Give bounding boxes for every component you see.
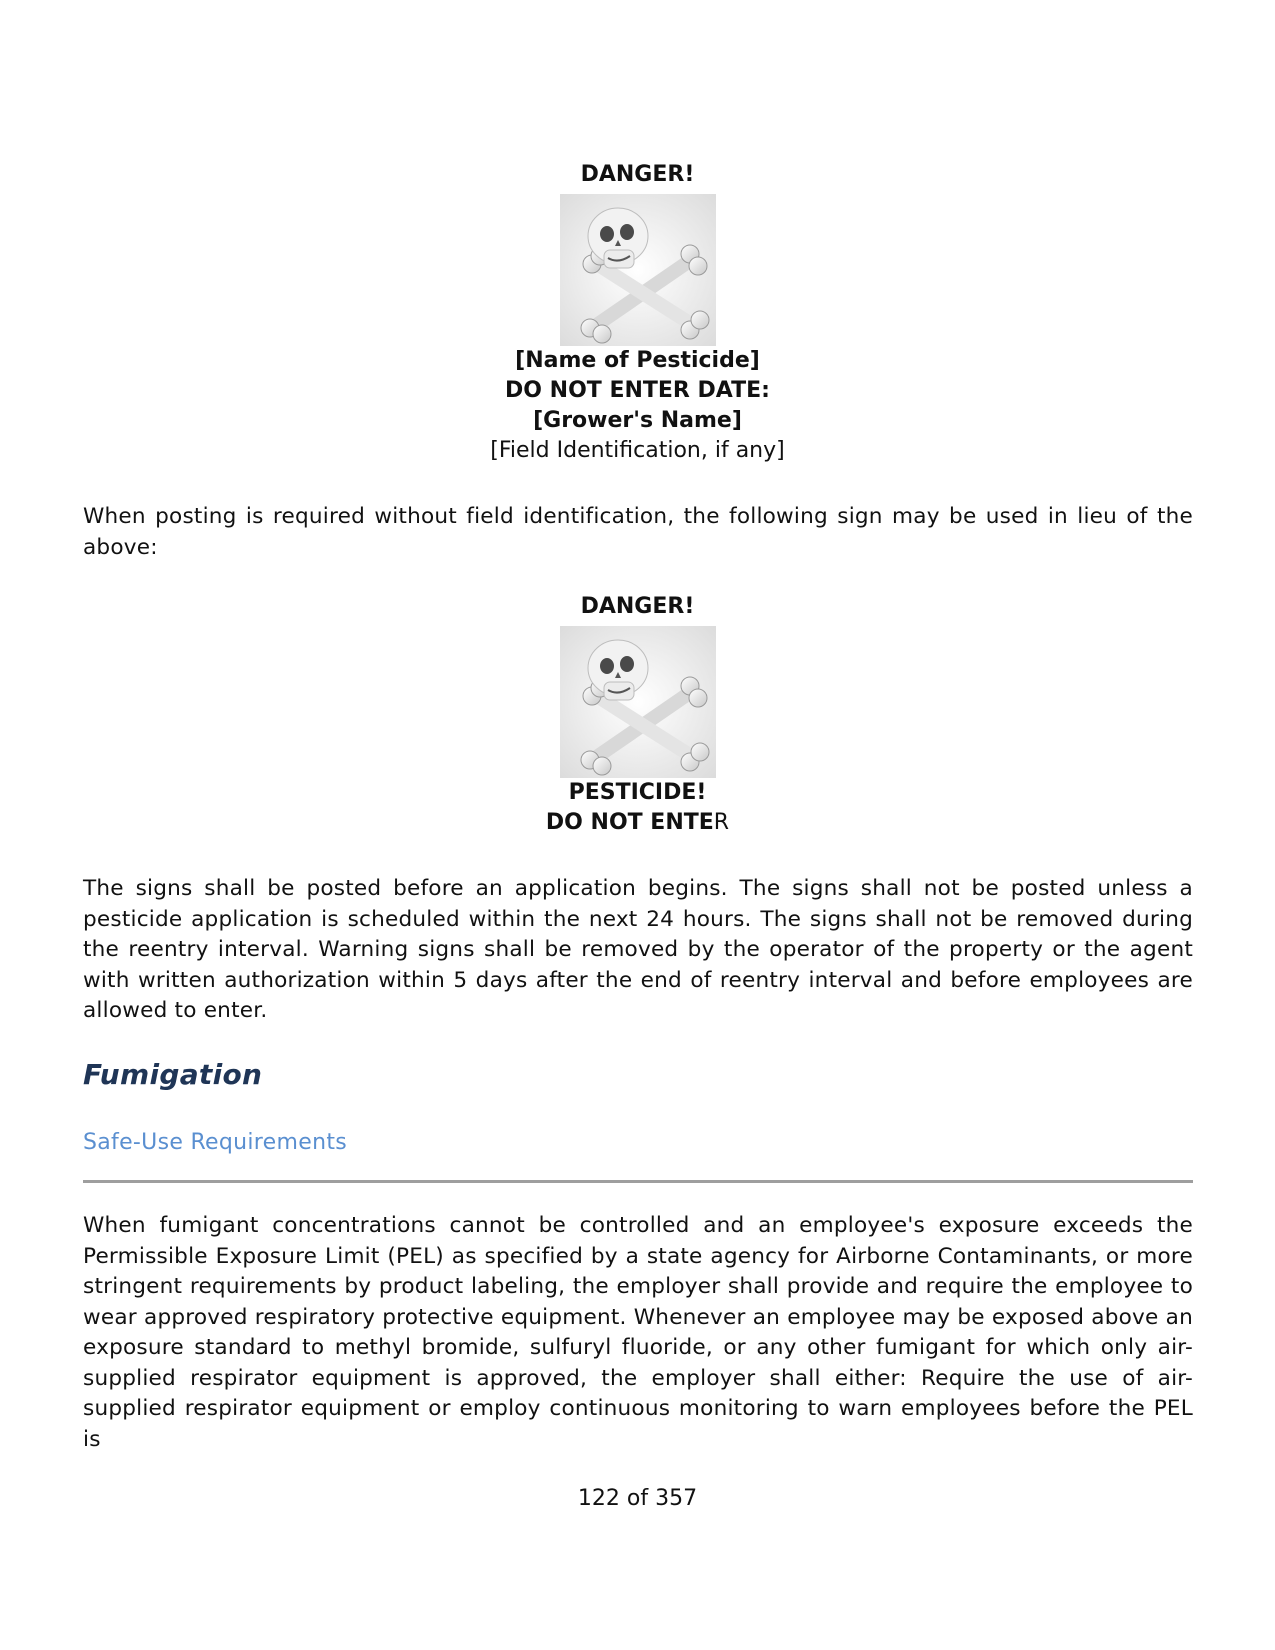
pesticide-warning-line: PESTICIDE! — [568, 780, 707, 805]
sign-heading: DANGER! — [580, 162, 695, 187]
fumigation-paragraph: When fumigant concentrations cannot be controlled and an employee's exposure exceeds the Permissible Exposure Limit (PEL) as specified by a state agency for Airborne Contaminants, or more stringent requirements by product labeling, the employer shall provide and require the employee to wear approved respiratory protective equipment. Whenever an employee may be exposed above an exposure standard to methyl bromide, sulfuryl fluoride, or any other fumigant for which only air-supplied respirator equipment is approved, the employer shall either: Require the use of air-supplied respirator equipment or employ continuous monitoring to warn employees before the PEL is — [83, 1213, 1193, 1452]
skull-and-crossbones-icon — [560, 194, 716, 346]
field-identification-placeholder: [Field Identification, if any] — [490, 438, 785, 463]
subheading: Safe-Use Requirements — [83, 1130, 348, 1155]
signs-paragraph: The signs shall be posted before an application begins. The signs shall not be posted unless a pesticide application is scheduled within the next 24 hours. The signs shall not be removed during the reentry interval. Warning signs shall be removed by the operator of the property or the agent with written authorization within 5 days after the end of reentry interval and before employees are allowed to enter. — [83, 876, 1193, 1023]
sign-heading: DANGER! — [580, 594, 695, 619]
horizontal-rule — [83, 1180, 1193, 1183]
danger-sign-1 — [0, 160, 1275, 466]
grower-name-placeholder: [Grower's Name] — [533, 408, 742, 433]
pesticide-name-placeholder: [Name of Pesticide] — [515, 348, 760, 373]
do-not-enter-date-line: DO NOT ENTER DATE: — [505, 378, 770, 403]
section-title: Fumigation — [83, 1058, 263, 1091]
danger-sign-2 — [0, 592, 1275, 838]
intro-paragraph: When posting is required without field identification, the following sign may be used in lieu of the above: — [83, 504, 1193, 560]
do-not-enter-bold-part: DO NOT ENTE — [545, 810, 714, 835]
skull-and-crossbones-icon — [560, 626, 716, 778]
do-not-enter-line — [0, 808, 1275, 838]
page-number: 122 of 357 — [577, 1486, 698, 1511]
do-not-enter-regular-part: R — [713, 810, 730, 835]
